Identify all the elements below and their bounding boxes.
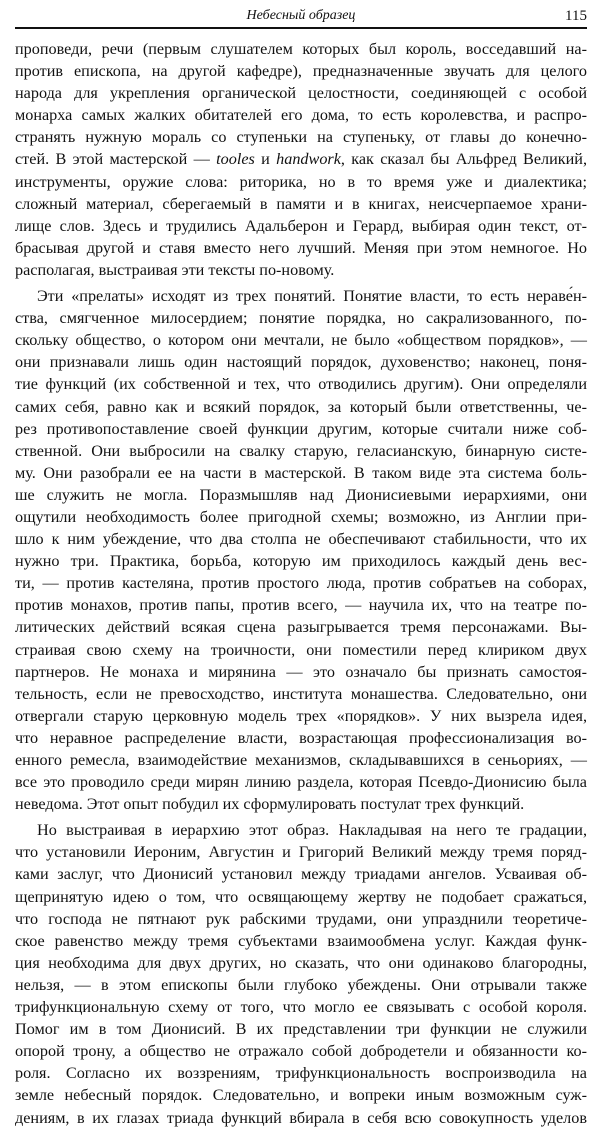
text-line: рез противопоставление своей функции другим, которые считали ниже соб-: [15, 419, 587, 438]
text-line: ства, смягченное милосердием; понятие порядка, но сакрализованного, по-: [15, 309, 587, 328]
body-text: [15, 38, 587, 1129]
text-line: что установили Иероним, Августин и Григорий Великий между тремя поряд-: [15, 843, 587, 862]
text-line: ощутили необходимость более пригодной схемы; возможно, из Англии при-: [15, 507, 587, 526]
text-line: ция необходима для двух других, но сказать, что они одинаково благородны,: [15, 953, 587, 972]
text-line: литических действий всякая сцена разыгрывается тремя персонажами. Вы-: [15, 618, 587, 637]
text-line: шло к ним убеждение, что два столпа не обеспечивают стабильности, что их: [15, 530, 587, 549]
text-line: они признавали лишь один настоящий порядок, духовенство; наконец, поня-: [15, 353, 587, 372]
text-line: земле небесный порядок. Следовательно, и вопреки иным возможным суж-: [15, 1086, 587, 1105]
paragraph: [15, 285, 587, 815]
text-line: монарха самых жалких обитателей его дома, то есть королевства, и распро-: [15, 106, 587, 125]
text-line: нельзя, — в этом епископы были глубоко убеждены. Они отрывали также: [15, 975, 587, 994]
text-line: все это проводило среди мирян линию раздела, которая Псевдо-Дионисию была: [15, 773, 587, 792]
text-line: страивая свою схему на троичности, они поместили перед клириком двух: [15, 640, 587, 659]
text-line: опорой трону, а общество не отражало собой добродетели и обязанности ко-: [15, 1042, 587, 1061]
text-line: му. Они разобрали ее на части в мастерской. В таком виде эта система боль-: [15, 463, 587, 482]
text-line: ками заслуг, что Дионисий установил между триадами ангелов. Усваивая об-: [15, 865, 587, 884]
text-line: Эти «прелаты» исходят из трех понятий. Понятие власти, то есть нераве́н-: [37, 287, 587, 306]
text-line: неведома. Этот опыт побудил их сформулировать постулат трех функций.: [15, 795, 525, 814]
text-line: что неравное распределение власти, возрастающая профессионализация во-: [15, 728, 587, 747]
text-line: тельность, если не превосходство, института монашества. Следовательно, они: [15, 684, 587, 703]
page-number: 115: [565, 8, 587, 24]
text-line: против епископа, на другой кафедре), предназначенные звучать для целого: [15, 62, 587, 81]
text-line: странять нужную мораль со ступеньки на ступеньку, от главы до конечно-: [15, 128, 587, 147]
text-line: располагая, выстраивая эти тексты по-новому.: [15, 260, 335, 279]
text-line: скольку общество, о котором они мечтали, не было «обществом порядков», —: [15, 331, 587, 350]
text-line: что господа не пятнают рук рабскими трудами, они упразднили теоретиче-: [15, 909, 587, 928]
text-line: брасывая другой и ставя вместо него лучший. Меняя при этом немногое. Но: [15, 238, 587, 257]
running-header: [15, 0, 587, 29]
text-line: дениям, в их глазах триада функций вбирала в себя всю совокупность уделов: [15, 1108, 587, 1127]
text-line: отвергали старую церковную модель трех «порядков». У них вызрела идея,: [15, 706, 587, 725]
text-line: щепринятую идею о том, что освящающему жертву не подобает сражаться,: [15, 887, 587, 906]
text-line: самих себя, равно как и всякий порядок, за который были ответственны, че-: [15, 397, 587, 416]
text-line: лище слов. Здесь и трудились Адальберон и Герард, выбирая один текст, от-: [15, 216, 587, 235]
text-line: ственной. Они выбросили на свалку старую, геласианскую, бинарную систе-: [15, 441, 587, 460]
text-line: ше служить не могла. Поразмышляв над Дионисиевыми иерархиями, они: [15, 485, 587, 504]
text-line: против монахов, против папы, против всего, — научила их, что на театре по-: [15, 596, 587, 615]
text-line: Но выстраивая в иерархию этот образ. Накладывая на него те градации,: [37, 821, 587, 840]
paragraph: [15, 819, 587, 1128]
paragraph: [15, 38, 587, 281]
text-line: проповеди, речи (первым слушателем которых был король, восседавший на-: [15, 40, 587, 58]
book-page: [15, 0, 587, 1129]
running-title: Небесный образец: [246, 8, 356, 23]
text-line: енного ремесла, взаимодействие механизмов, складывавшихся в сеньориях, —: [15, 751, 587, 769]
text-line: народа для укрепления органической целостности, соединяющей с особой: [15, 84, 587, 103]
text-line: ское равенство между тремя субъектами взаимообмена услуг. Каждая функ-: [15, 931, 587, 950]
text-line: тие функций (их собственной и тех, что отводились другим). Они определяли: [15, 375, 587, 394]
text-line: партнеров. Не монаха и мирянина — это означало бы признать самостоя-: [15, 662, 587, 681]
text-line: Помог им в том Дионисий. В их представлении три функции не служили: [15, 1020, 587, 1039]
text-line: роля. Согласно их воззрениям, трифункциональность воспроизводила на: [15, 1064, 587, 1083]
text-line: сложный материал, сберегаемый в памяти и в книгах, неисчерпаемое храни-: [15, 194, 587, 213]
text-line: инструменты, оружие слова: риторика, но в то время уже и диалектика;: [15, 172, 587, 191]
text-line: трифункциональную схему от того, что могло ее связывать с особой короля.: [15, 998, 587, 1017]
text-line: нужно три. Практика, борьба, которую им приходилось каждый день вес-: [15, 552, 587, 571]
text-line: стей. В этой мастерской — tooles и handwork, как сказал бы Альфред Великий,: [15, 150, 588, 169]
text-line: ти, — против кастеляна, против простого люда, против собратьев на соборах,: [15, 574, 587, 593]
